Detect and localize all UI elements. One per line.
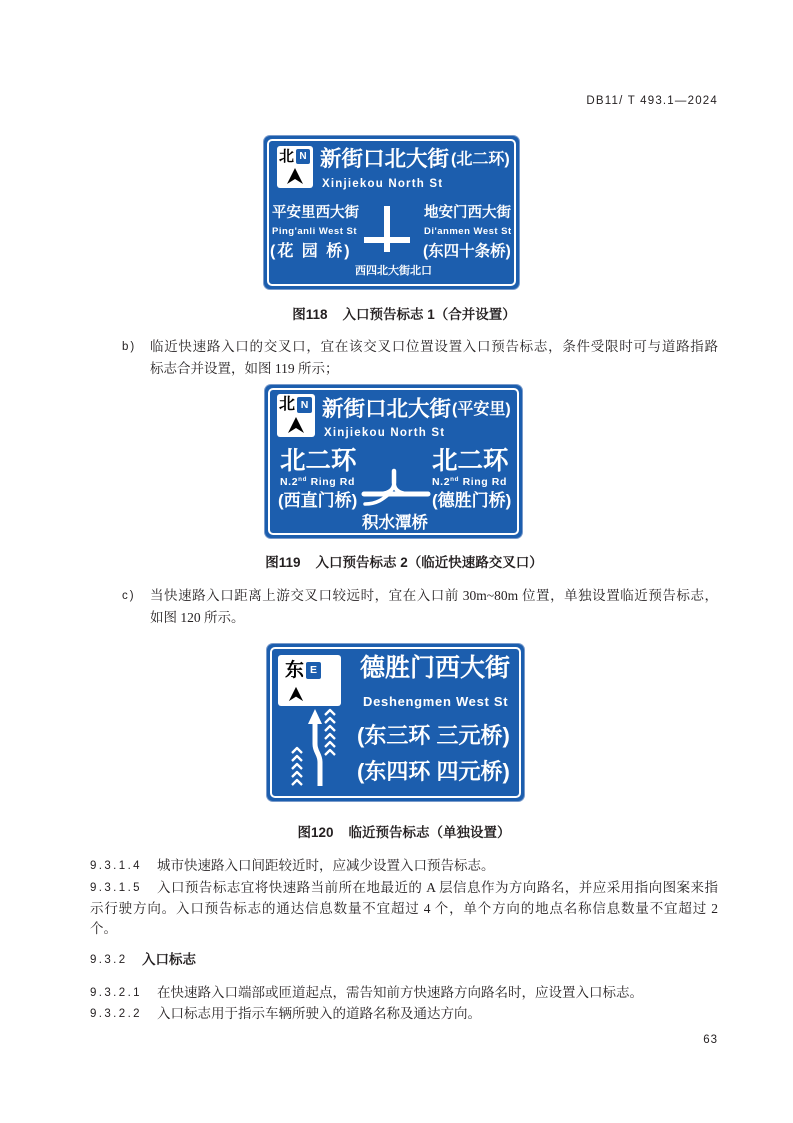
direction-char: 东 xyxy=(285,660,305,681)
main-road-subtitle: (北二环) xyxy=(451,151,510,168)
list-label-c: c) xyxy=(122,590,136,602)
list-label-b: b) xyxy=(122,341,137,353)
clause-text: 在快速路入口端部或匝道起点，需告知前方快速路方向路名时，应设置入口标志。 xyxy=(157,985,643,1000)
current-location-name: 积水潭桥 xyxy=(362,514,428,532)
road-name-en-suffix: Ring Rd xyxy=(459,476,508,488)
paragraph-b-line-1: 临近快速路入口的交叉口，宜在该交叉口位置设置入口预告标志，条件受限时可与道路指路 xyxy=(150,339,718,354)
page-number: 63 xyxy=(703,1034,718,1046)
figure-118-sign xyxy=(264,136,519,289)
cross-vertical-bar xyxy=(384,206,390,252)
figure-120-sign xyxy=(267,644,524,801)
direction-letter-badge: N xyxy=(296,149,310,164)
right-road-name-en xyxy=(432,477,507,488)
main-road-subtitle: (平安里) xyxy=(452,401,511,418)
interchange-right-merge xyxy=(394,483,411,494)
road-name-en-prefix: N.2 xyxy=(280,476,299,488)
main-road-name-cn: 新街口北大街 xyxy=(320,147,450,171)
figure-number: 图118 xyxy=(292,307,328,322)
section-title: 入口标志 xyxy=(142,952,196,967)
figure-title: 入口预告标志 2（临近快速路交叉口） xyxy=(315,555,543,570)
main-road-name-en: Deshengmen West St xyxy=(363,694,509,709)
main-road-name-en: Xinjiekou North St xyxy=(324,427,446,439)
paragraph-c-line-2: 如图 120 所示。 xyxy=(150,610,245,625)
figure-119-caption xyxy=(90,553,718,573)
clause-number: 9.3.1.5 xyxy=(90,882,142,894)
figure-number: 图120 xyxy=(297,825,334,840)
figure-118-caption xyxy=(90,305,718,325)
left-road-name-en xyxy=(280,477,355,488)
clause-number: 9.3.1.4 xyxy=(90,860,142,872)
left-road-name-en: Ping'anli West St xyxy=(272,226,358,237)
lane-arrow-shaft xyxy=(315,722,320,786)
figure-120-caption xyxy=(90,823,718,843)
road-name-en-superscript: nd xyxy=(298,476,308,483)
lane-chevron xyxy=(325,750,335,755)
lane-chevron xyxy=(292,780,302,785)
left-road-subtitle: (西直门桥) xyxy=(278,491,358,510)
right-road-name-cn: 北二环 xyxy=(432,447,509,475)
document-code-header: DB11/ T 493.1—2024 xyxy=(586,95,718,107)
clause-number: 9.3.2.2 xyxy=(90,1008,142,1020)
clause-text: 入口标志用于指示车辆所驶入的道路名称及通达方向。 xyxy=(157,1006,481,1021)
clause-number: 9.3.2.1 xyxy=(90,987,142,999)
interchange-icon xyxy=(361,467,431,509)
left-road-name-cn: 北二环 xyxy=(280,447,357,475)
road-name-en-suffix: Ring Rd xyxy=(307,476,356,488)
figure-title: 入口预告标志 1（合并设置） xyxy=(342,307,516,322)
destination-line-1: (东三环 三元桥) xyxy=(357,723,510,748)
clause-text-line-3: 个。 xyxy=(90,921,117,936)
right-road-name-cn: 地安门西大街 xyxy=(424,205,511,221)
clause-text-line-2: 示行驶方向。入口预告标志的通达信息数量不宜超过 4 个，单个方向的地点名称信息数量不宜超过 2 xyxy=(90,901,718,916)
east-arrow-shape xyxy=(289,687,303,701)
right-road-subtitle: (德胜门桥) xyxy=(432,491,512,510)
lane-chevron xyxy=(292,772,302,777)
destination-line-2: (东四环 四元桥) xyxy=(357,759,510,784)
interchange-left-merge xyxy=(377,483,394,494)
lane-chevron xyxy=(292,764,302,769)
lane-chevron xyxy=(292,756,302,761)
direction-char: 北 xyxy=(279,148,295,165)
north-arrow-icon xyxy=(287,416,305,434)
left-road-name-cn: 平安里西大街 xyxy=(272,205,359,221)
right-road-name-en: Di'anmen West St xyxy=(424,226,512,237)
figure-title: 临近预告标志（单独设置） xyxy=(348,825,511,840)
main-road-name-cn: 德胜门西大街 xyxy=(360,654,511,682)
direction-letter-badge: N xyxy=(297,397,312,413)
lane-arrow-icon xyxy=(287,706,342,794)
clause-text: 城市快速路入口间距较近时，应减少设置入口预告标志。 xyxy=(157,858,495,873)
north-arrow-icon xyxy=(286,167,304,185)
figure-number: 图119 xyxy=(265,555,301,570)
section-number: 9.3.2 xyxy=(90,954,128,966)
intersection-cross-icon xyxy=(362,206,412,254)
direction-char: 北 xyxy=(279,396,296,413)
lane-chevron xyxy=(325,710,335,715)
main-road-name-cn: 新街口北大街 xyxy=(322,397,452,421)
cross-horizontal-bar xyxy=(364,237,410,243)
lane-chevron xyxy=(325,742,335,747)
lane-chevron xyxy=(325,734,335,739)
north-arrow-shape xyxy=(288,417,304,433)
paragraph-b-line-2: 标志合并设置，如图 119 所示； xyxy=(150,361,339,376)
main-road-name-en: Xinjiekou North St xyxy=(322,178,444,190)
left-road-subtitle: (花 园 桥) xyxy=(270,243,352,260)
lane-arrow-head xyxy=(308,709,322,724)
right-road-subtitle: (东四十条桥) xyxy=(423,243,511,260)
lane-chevron xyxy=(325,726,335,731)
road-name-en-superscript: nd xyxy=(450,476,460,483)
direction-box xyxy=(277,146,313,188)
current-location-name: 西四北大街北口 xyxy=(355,265,432,277)
lane-chevron xyxy=(325,718,335,723)
direction-box xyxy=(278,655,341,706)
north-arrow-shape xyxy=(287,168,303,184)
figure-119-sign xyxy=(265,385,522,538)
road-name-en-prefix: N.2 xyxy=(432,476,451,488)
direction-box xyxy=(277,394,315,437)
paragraph-c-line-1: 当快速路入口距离上游交叉口较远时，宜在入口前 30m~80m 位置，单独设置临近预告标志， xyxy=(150,588,718,603)
direction-letter-badge: E xyxy=(306,662,321,679)
lane-chevron xyxy=(292,748,302,753)
clause-text-line-1: 入口预告标志宜将快速路当前所在地最近的 A 层信息作为方向路名，并应采用指向图案来指 xyxy=(157,880,718,895)
east-arrow-icon xyxy=(288,686,304,702)
